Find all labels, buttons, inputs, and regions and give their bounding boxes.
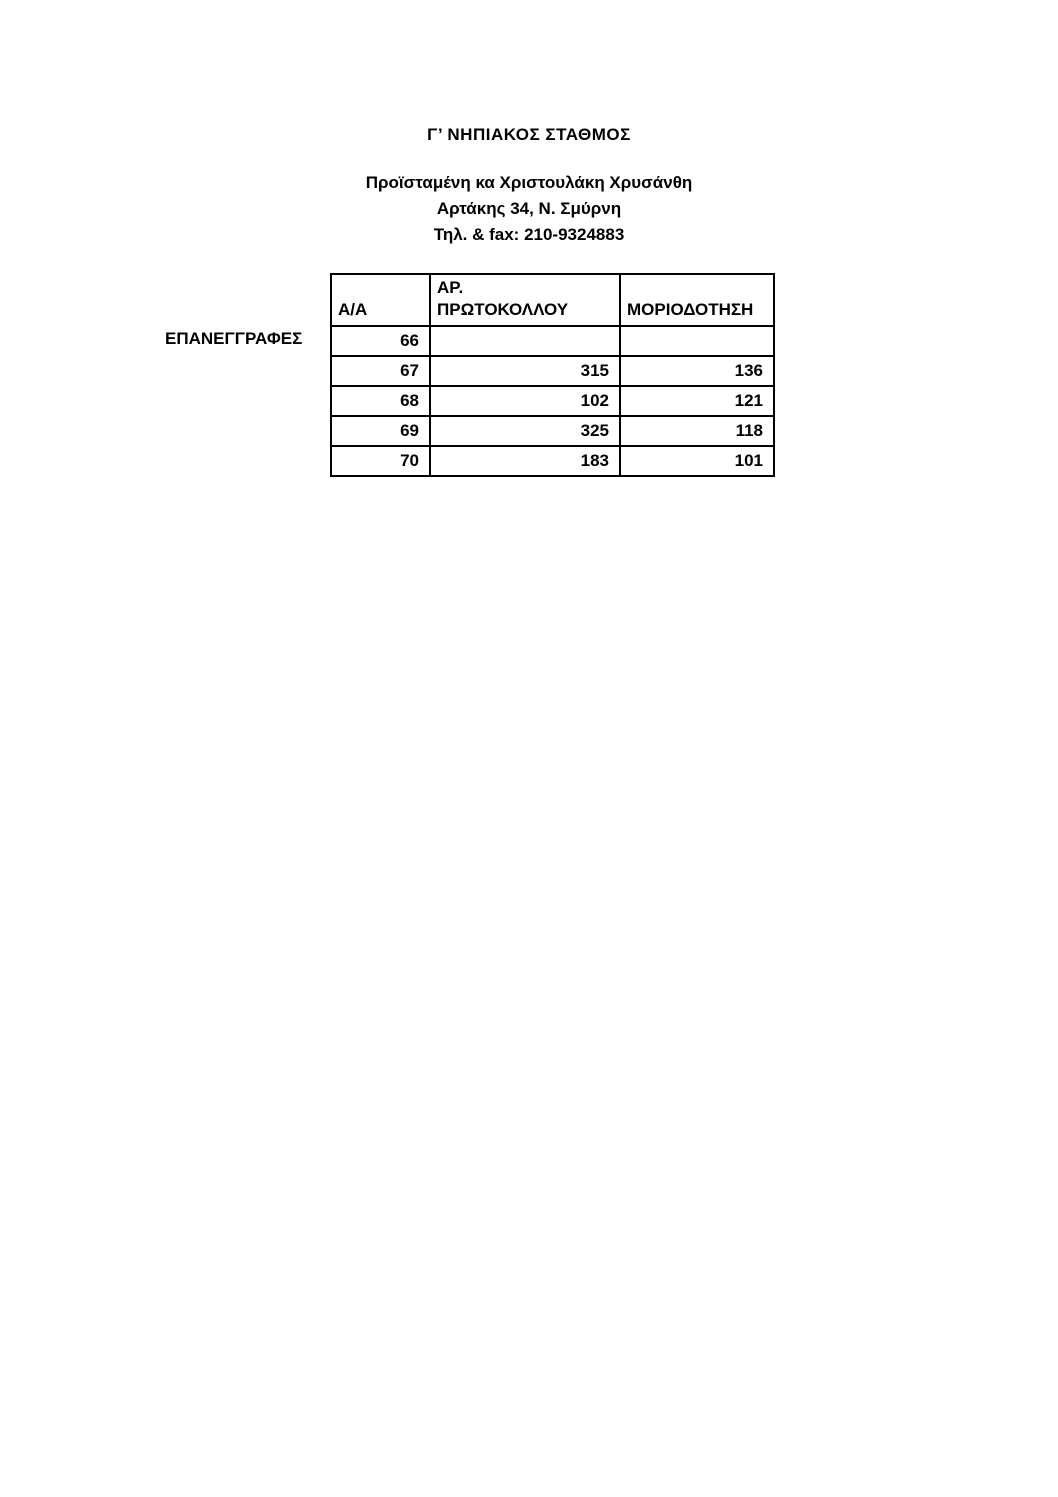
cell-score: 101 [620,446,774,476]
table-row [331,326,774,356]
header-line-supervisor: Προϊσταμένη κα Χριστουλάκη Χρυσάνθη [365,173,693,192]
table-row [331,446,774,476]
cell-protocol: 102 [430,386,620,416]
table-row [331,356,774,386]
scores-table [330,273,775,477]
table-header-row [331,274,774,326]
cell-score: 136 [620,356,774,386]
table-row [331,386,774,416]
cell-score [620,326,774,356]
cell-protocol: 183 [430,446,620,476]
cell-aa: 68 [331,386,430,416]
cell-aa: 66 [331,326,430,356]
column-header-score-label: ΜΟΡΙΟΔΟΤΗΣΗ [627,300,754,319]
cell-protocol: 325 [430,416,620,446]
table-row [331,416,774,446]
scores-table-header [331,274,774,326]
header-line-address: Αρτάκης 34, Ν. Σμύρνη [436,199,622,218]
cell-aa: 69 [331,416,430,446]
column-header-aa-label: Α/Α [338,300,368,319]
cell-aa: 70 [331,446,430,476]
cell-protocol [430,326,620,356]
cell-score: 121 [620,386,774,416]
header-line-phone-fax: Τηλ. & fax: 210-9324883 [433,225,625,244]
scores-table-body [331,326,774,476]
document-header [0,122,1058,248]
cell-score: 118 [620,416,774,446]
cell-protocol: 315 [430,356,620,386]
column-header-protocol [430,274,620,326]
column-header-aa [331,274,430,326]
cell-aa: 67 [331,356,430,386]
document-title: Γ’ ΝΗΠΙΑΚΟΣ ΣΤΑΘΜΟΣ [427,125,631,144]
section-label-reregistrations: ΕΠΑΝΕΓΓΡΑΦΕΣ [165,329,303,348]
column-header-protocol-label: ΑΡ. ΠΡΩΤΟΚΟΛΛΟΥ [437,278,569,319]
column-header-score [620,274,774,326]
